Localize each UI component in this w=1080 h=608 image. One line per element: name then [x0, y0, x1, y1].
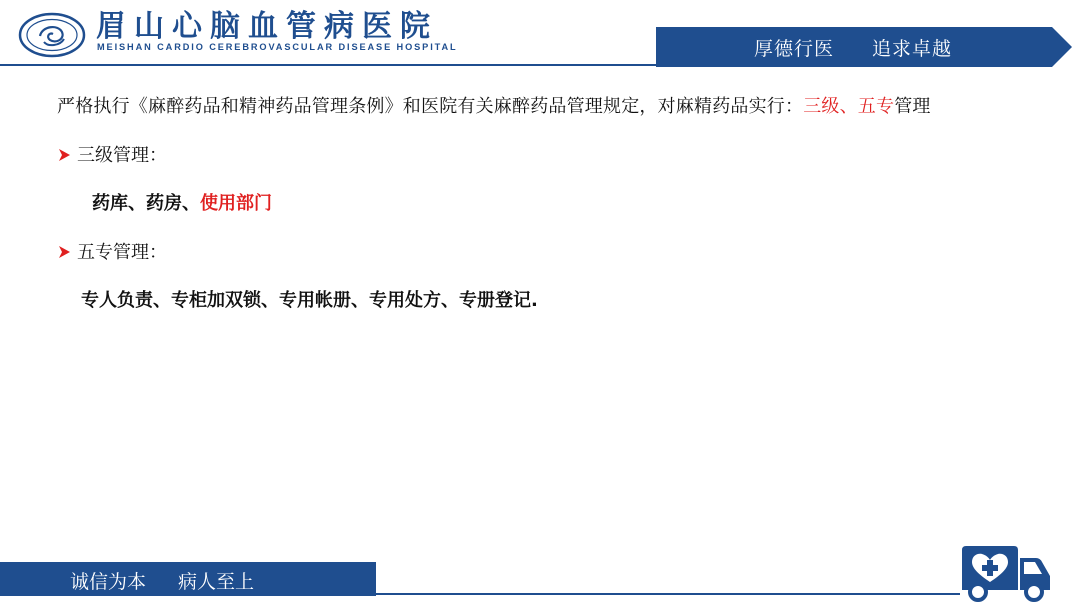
intro-suffix: 管理: [894, 96, 931, 117]
footer-slogan-2: 病人至上: [178, 571, 255, 593]
section-title: 三级管理：: [77, 145, 167, 166]
items-highlight: 使用部门: [200, 193, 272, 214]
intro-highlight: 三级、五专: [803, 96, 895, 117]
section-five-special: [57, 241, 167, 265]
section-three-level: [57, 144, 167, 168]
hospital-logo-icon: [18, 12, 86, 58]
motto-text-1: 厚德行医: [754, 38, 835, 60]
motto-banner: [656, 27, 1072, 67]
hospital-name-cn: 眉山心脑血管病医院: [96, 9, 438, 44]
ambulance-icon: [958, 544, 1054, 604]
section-title: 五专管理：: [77, 242, 167, 263]
footer-banner: [0, 562, 376, 596]
header-divider: [0, 64, 656, 66]
items-text: 药库、药房、: [92, 193, 200, 214]
intro-paragraph: [57, 94, 1067, 120]
footer-slogan-1: 诚信为本: [70, 571, 147, 593]
hospital-name-en: MEISHAN CARDIO CEREBROVASCULAR DISEASE HOSPITAL: [97, 42, 458, 52]
intro-text: 严格执行《麻醉药品和精神药品管理条例》和医院有关麻醉药品管理规定，对麻精药品实行：: [57, 96, 804, 117]
section-five-special-items: 专人负责、专柜加双锁、专用帐册、专用处方、专册登记.: [81, 290, 538, 311]
bullet-arrow-icon: [57, 245, 71, 259]
motto-text-2: 追求卓越: [872, 38, 953, 60]
section-three-level-items: [92, 192, 272, 216]
bullet-arrow-icon: [57, 148, 71, 162]
footer-divider: [376, 593, 960, 595]
